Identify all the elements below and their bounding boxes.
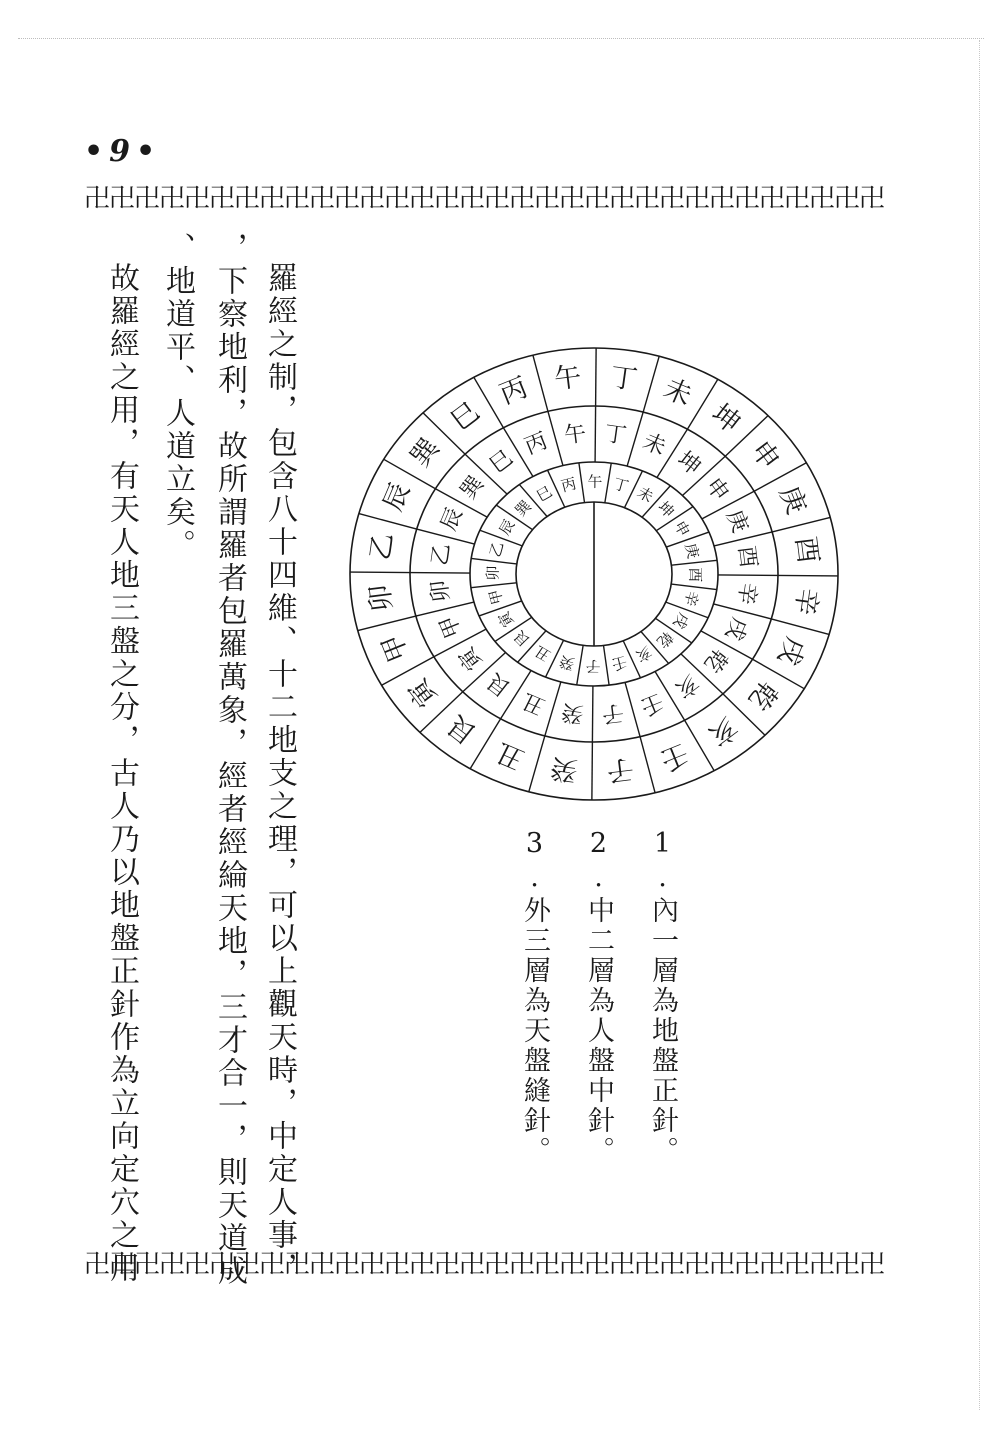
middle-ring-label: 戌 bbox=[719, 613, 752, 644]
middle-ring-label: 巳 bbox=[485, 445, 518, 479]
outer-ring-divider bbox=[778, 575, 838, 576]
caption-2-text: 中二層為人盤中針。 bbox=[583, 896, 614, 1166]
inner-ring-label: 丁 bbox=[611, 474, 631, 497]
body-column-2: ，下察地利，故所謂羅者包羅萬象，經者經綸天地，三才合一，則天道成 bbox=[212, 232, 247, 1288]
outer-ring-divider bbox=[643, 356, 659, 412]
middle-ring-label: 丙 bbox=[521, 428, 552, 460]
outer-ring-label: 丙 bbox=[495, 371, 533, 411]
outer-ring-label: 乾 bbox=[742, 675, 784, 716]
middle-ring-divider bbox=[595, 406, 596, 462]
caption-1-text: 內一層為地盤正針。 bbox=[647, 896, 678, 1166]
middle-ring-label: 酉 bbox=[733, 544, 761, 570]
outer-ring-label: 巳 bbox=[445, 396, 486, 438]
inner-ring-label: 亥 bbox=[632, 642, 655, 666]
inner-ring-label: 寅 bbox=[494, 608, 518, 631]
luopan-compass-diagram bbox=[346, 326, 842, 822]
inner-ring-label: 戌 bbox=[669, 609, 693, 632]
outer-ring-label: 巽 bbox=[404, 432, 446, 473]
middle-ring-label: 庚 bbox=[721, 506, 753, 537]
middle-ring-label: 辰 bbox=[436, 504, 469, 535]
middle-ring-label: 乾 bbox=[698, 643, 732, 677]
middle-ring-label: 乙 bbox=[427, 541, 456, 568]
inner-ring-label: 丙 bbox=[559, 474, 579, 496]
page-edge-top bbox=[18, 38, 984, 39]
inner-ring-label: 卯 bbox=[483, 565, 503, 581]
outer-ring-label: 卯 bbox=[364, 582, 399, 614]
outer-ring-divider bbox=[359, 514, 417, 529]
middle-ring-divider bbox=[417, 529, 475, 544]
middle-ring-divider bbox=[548, 411, 563, 465]
inner-ring-label: 庚 bbox=[681, 541, 703, 561]
page-number: •9• bbox=[84, 134, 162, 169]
outer-ring-label: 未 bbox=[659, 373, 697, 413]
inner-ring-label: 乙 bbox=[485, 539, 508, 560]
outer-ring-label: 丑 bbox=[491, 735, 529, 775]
middle-ring-label: 辛 bbox=[732, 580, 761, 607]
inner-ring-divider bbox=[579, 463, 585, 503]
inner-ring-label: 癸 bbox=[557, 651, 577, 674]
middle-ring-divider bbox=[592, 686, 593, 742]
inner-ring-label: 甲 bbox=[485, 587, 507, 607]
inner-ring-label: 丑 bbox=[531, 641, 554, 665]
outer-ring-label: 乙 bbox=[364, 531, 400, 563]
outer-ring-label: 壬 bbox=[655, 737, 693, 777]
middle-ring-label: 午 bbox=[562, 421, 588, 449]
middle-ring-label: 丑 bbox=[518, 687, 549, 719]
middle-ring-label: 未 bbox=[639, 429, 670, 461]
outer-ring-label: 甲 bbox=[376, 629, 416, 667]
inner-ring-label: 未 bbox=[634, 483, 657, 507]
middle-ring-label: 甲 bbox=[435, 611, 467, 642]
outer-ring-divider bbox=[592, 742, 593, 800]
middle-ring-label: 申 bbox=[700, 473, 734, 507]
inner-ring-divider bbox=[471, 583, 517, 588]
decorative-border-bottom: 卍卍卍卍卍卍卍卍卍卍卍卍卍卍卍卍卍卍卍卍卍卍卍卍卍卍卍卍卍卍卍卍 bbox=[84, 1250, 885, 1280]
middle-ring-label: 卯 bbox=[427, 578, 455, 604]
outer-ring-divider bbox=[529, 736, 545, 792]
middle-ring-label: 壬 bbox=[636, 688, 667, 720]
outer-ring-label: 子 bbox=[604, 752, 636, 787]
outer-ring-divider bbox=[596, 348, 597, 406]
inner-ring-label: 申 bbox=[670, 517, 694, 540]
outer-ring-label: 辛 bbox=[788, 585, 824, 617]
caption-2 bbox=[582, 828, 614, 1166]
inner-ring-divider bbox=[471, 558, 517, 564]
caption-3-text: 外三層為天盤縫針。 bbox=[519, 896, 550, 1166]
middle-ring-label: 子 bbox=[600, 699, 626, 727]
outer-ring-label: 辰 bbox=[377, 478, 417, 516]
middle-ring-label: 癸 bbox=[559, 698, 586, 727]
middle-ring-divider bbox=[545, 682, 561, 736]
inner-ring-label: 酉 bbox=[685, 567, 705, 583]
middle-ring-divider bbox=[416, 602, 474, 616]
middle-ring-label: 艮 bbox=[482, 667, 516, 701]
outer-ring-divider bbox=[640, 737, 655, 793]
caption-3-number: 3. bbox=[519, 828, 550, 896]
middle-ring-label: 巽 bbox=[456, 471, 490, 505]
outer-ring-label: 艮 bbox=[442, 708, 483, 750]
outer-ring-divider bbox=[771, 619, 829, 634]
body-column-4: 故羅經之用，有天人地三盤之分，古人乃以地盤正針作為立向定穴之用 bbox=[104, 262, 139, 1285]
outer-ring-label: 申 bbox=[744, 435, 786, 476]
middle-ring-label: 坤 bbox=[672, 447, 706, 481]
inner-ring-label: 午 bbox=[587, 472, 603, 492]
outer-ring-label: 庚 bbox=[772, 481, 812, 519]
outer-ring-label: 寅 bbox=[402, 672, 444, 713]
caption-1-number: 1. bbox=[647, 828, 678, 896]
middle-ring-divider bbox=[713, 604, 771, 619]
middle-ring-label: 亥 bbox=[670, 669, 703, 703]
outer-ring-label: 丁 bbox=[608, 361, 640, 397]
decorative-border-top: 卍卍卍卍卍卍卍卍卍卍卍卍卍卍卍卍卍卍卍卍卍卍卍卍卍卍卍卍卍卍卍卍 bbox=[84, 184, 885, 214]
inner-ring-label: 壬 bbox=[609, 652, 629, 674]
body-column-1: 羅經之制，包含八十四維、十二地支之理，可以上觀天時，中定人事， bbox=[262, 262, 297, 1285]
outer-ring-divider bbox=[772, 517, 830, 532]
inner-ring-divider bbox=[604, 645, 610, 685]
inner-ring-label: 辛 bbox=[680, 588, 703, 609]
outer-ring-label: 戌 bbox=[771, 632, 811, 670]
outer-ring-label: 午 bbox=[552, 361, 584, 396]
inner-ring-label: 辰 bbox=[495, 516, 519, 539]
inner-ring-label: 坤 bbox=[654, 497, 678, 522]
outer-ring-label: 亥 bbox=[702, 710, 743, 752]
middle-ring-label: 丁 bbox=[602, 421, 629, 450]
outer-ring-label: 酉 bbox=[789, 534, 824, 566]
inner-ring-label: 艮 bbox=[510, 626, 534, 651]
middle-ring-divider bbox=[627, 412, 643, 466]
outer-ring-label: 坤 bbox=[705, 398, 746, 440]
outer-ring-label: 癸 bbox=[548, 751, 580, 787]
caption-1 bbox=[646, 828, 678, 1166]
page-edge-right bbox=[979, 40, 980, 1410]
body-column-3: 、地道平、人道立矣。 bbox=[160, 232, 195, 562]
caption-3 bbox=[518, 828, 550, 1166]
inner-ring-label: 乾 bbox=[653, 627, 677, 652]
inner-ring-divider bbox=[671, 560, 717, 565]
inner-ring-divider bbox=[605, 463, 611, 503]
inner-ring-label: 子 bbox=[585, 656, 601, 676]
outer-ring-divider bbox=[350, 572, 410, 573]
middle-ring-divider bbox=[714, 532, 772, 546]
caption-2-number: 2. bbox=[583, 828, 614, 896]
inner-ring-divider bbox=[577, 645, 583, 685]
inner-ring-label: 巽 bbox=[511, 496, 535, 521]
outer-ring-divider bbox=[358, 616, 416, 631]
inner-ring-label: 巳 bbox=[533, 482, 556, 506]
inner-ring-divider bbox=[671, 584, 717, 590]
middle-ring-divider bbox=[625, 682, 640, 736]
middle-ring-label: 寅 bbox=[454, 641, 488, 675]
outer-ring-divider bbox=[533, 355, 548, 411]
